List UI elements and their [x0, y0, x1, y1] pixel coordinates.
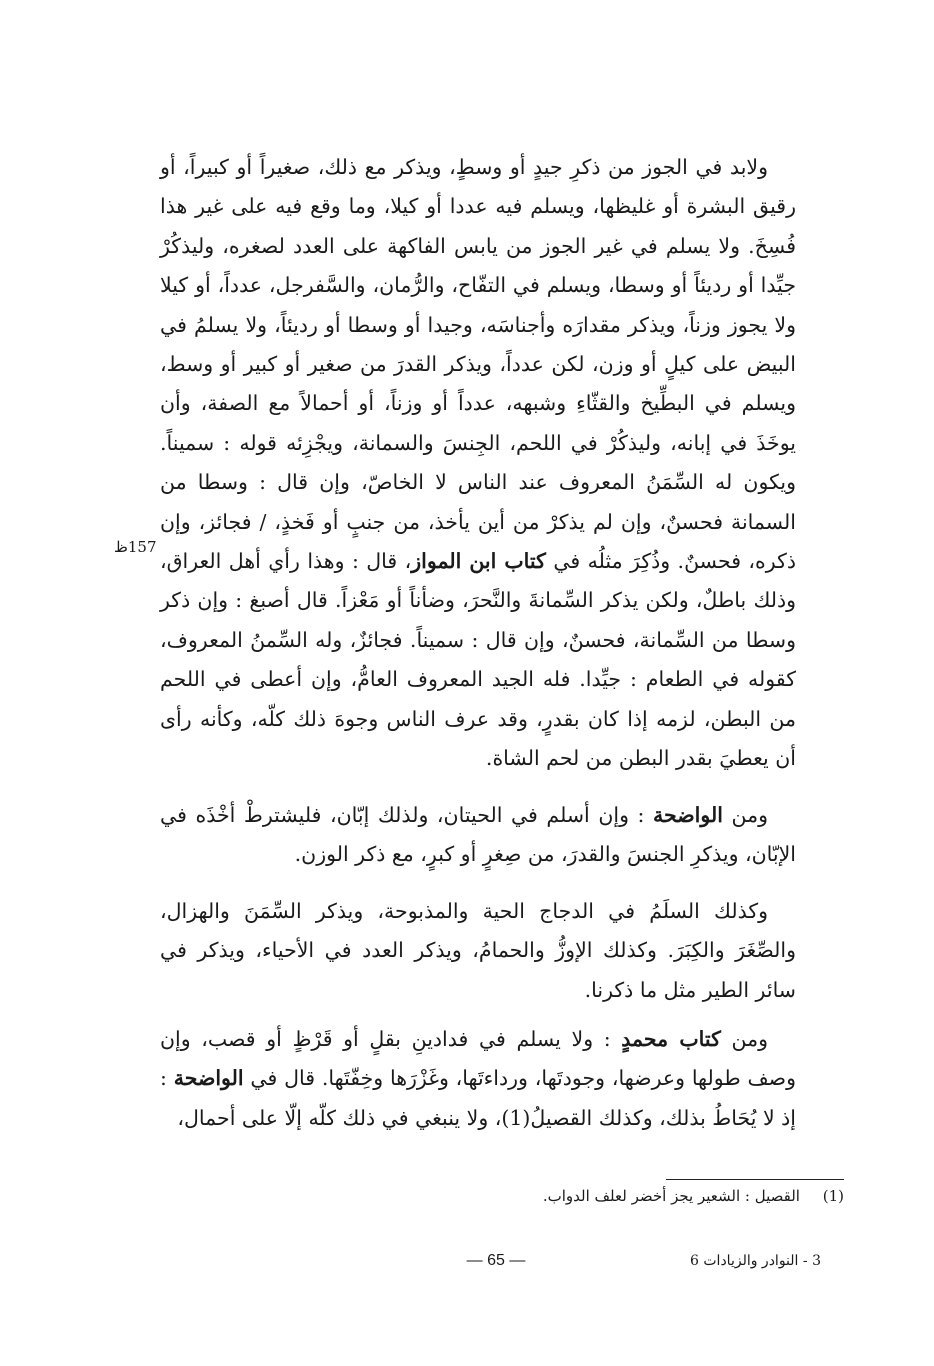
- paragraph-4-rest: : إذ لا يُحَاطُ بذلك، وكذلك القصيلُ(1)، ولا ينبغي في ذلك كلّه إلّا على أحمال،: [160, 1066, 796, 1130]
- paragraph-2-text: [160, 796, 796, 875]
- paragraph-3: [160, 892, 796, 1010]
- paragraph-1-part-a: ولابد في الجوز من ذكرِ جيدٍ أو وسطٍ، ويذكر مع ذلك، صغيراً أو كبيراً، أو رقيق البشرة أو غليظها، ويسلم فيه عددا أو كيلا، وما وقع فيه على غير هذا فُسِخَ. ولا يسلم في غير الجوز من يابس الفاكهة على العدد لصغره، وليذكُرْ جيِّدا أو رديئاً أو وسطا، ويسلم في التفّاح، والرُّمان، والسَّفرجل، عدداً، أو كيلا ولا يجوز وزناً، ويذكر مقدارَه وأجناسَه، وجيدا أو وسطا أو رديئاً، ولا يسلمُ في البيض على كيلٍ أو وزن، لكن عدداً، ويذكر القدرَ من صغير أو كبير أو وسط، ويسلم في البطِّيخ والقثّاءِ وشبهه، عدداً أو وزناً، أو أحمالاً مع الصفة، وأن يوخَذَ في إبانه، وليذكُرْ في اللحم، الجِنسَ والسمانة، ويجْزِئه قوله : سميناً. ويكون له السِّمَنُ المعروف عند الناس لا الخاصّ، وإن قال : وسطا من السمانة فحسنٌ، وإن لم يذكرْ من أين يأخذ، من جنبٍ أو فَخذٍ، / فجائز، وإن ذكره، فحسنٌ. وذُكِرَ مثلُه في: [160, 155, 796, 574]
- footnote-text: القصيل : الشعير يجز أخضر لعلف الدواب.: [542, 1187, 800, 1205]
- footnote: [360, 1184, 844, 1208]
- running-footer: 3 - النوادر والزيادات 6: [690, 1253, 821, 1269]
- book-title-al-wadiha: الواضحة: [653, 803, 723, 827]
- paragraph-1: [160, 148, 796, 779]
- footnote-divider: [666, 1179, 844, 1180]
- paragraph-2-prefix: ومن: [731, 803, 768, 827]
- paragraph-3-text: وكذلك السلَمُ في الدجاج الحية والمذبوحة، ويذكر السِّمَنَ والهزال، والصِّغَرَ والكِبَرَ. وكذلك الإوزُّ والحمامُ، ويذكر العدد في الأحياء، ويذكر في سائر الطير مثل ما ذكرنا.: [160, 899, 796, 1002]
- book-title-kitab-muhammad: كتاب محمدٍ: [621, 1027, 721, 1051]
- paragraph-4-prefix: ومن: [731, 1027, 768, 1051]
- paragraph-4-text: [160, 1020, 796, 1138]
- paragraph-2-rest: : وإن أسلم في الحيتان، ولذلك إبّان، فليشترطْ أخْذَه في الإبّان، ويذكرِ الجنسَ والقدرَ، من صِغرٍ أو كبرٍ، مع ذكر الوزن.: [160, 803, 796, 867]
- footnote-number: (1): [822, 1187, 844, 1205]
- book-title-ibn-al-mawaz: كتاب ابن المواز: [411, 549, 546, 574]
- paragraph-2: [160, 796, 796, 875]
- paragraph-4-mid: : ولا يسلم في فدادينِ بقلٍ أو قَرْظٍ أو قصب، وإن وصف طولها وعرضها، وجودتَها، ورداءتَها، وغَزْرَها وخِفّتَها. قال في: [160, 1027, 796, 1091]
- page-number: — 65 —: [466, 1252, 526, 1269]
- paragraph-4: [160, 1020, 796, 1138]
- paragraph-1-part-b: ، قال : وهذا رأي أهل العراق، وذلك باطلٌ، ولكن يذكر السِّمانةَ والنَّحرَ، وضأناً أو مَعْزاً. قال أصبغ : وإن ذكر وسطا من السِّمانة، فحسنٌ، وإن قال : سميناً. فجائزٌ، وله السِّمنُ المعروف، كقوله في الطعام : جيِّدا. فله الجيد المعروف العامُّ، وإن أعطى في اللحم من البطن، لزمه إذا كان بقدرٍ، وقد عرف الناس وجوهَ ذلك كلّه، وكأنه رأى أن يعطيَ بقدر البطن من لحم الشاة.: [160, 549, 796, 771]
- book-title-al-wadiha-2: الواضحة: [173, 1066, 244, 1091]
- paragraph-1-text: [160, 148, 796, 779]
- folio-margin-note: 157ظ: [114, 538, 157, 556]
